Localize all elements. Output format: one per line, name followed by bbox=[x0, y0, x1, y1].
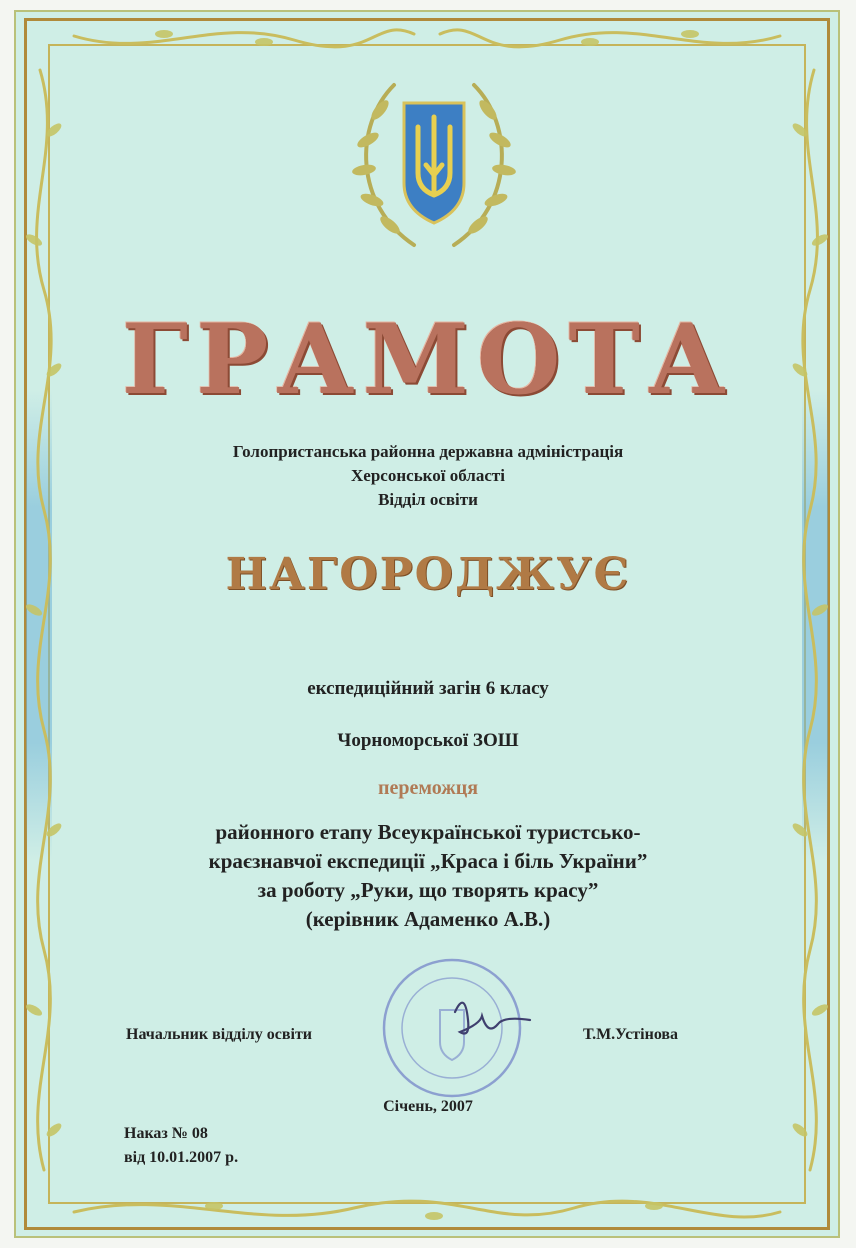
awards-heading: НАГОРОДЖУЄ bbox=[225, 549, 631, 600]
certificate-title: ГРАМОТА bbox=[121, 303, 735, 416]
issue-date: Січень, 2007 bbox=[383, 1098, 473, 1115]
signatory-title: Начальник відділу освіти bbox=[126, 1026, 313, 1043]
winner-status: переможця bbox=[377, 777, 479, 799]
order-reference bbox=[124, 1122, 238, 1170]
description-line: краєзнавчої експедиції „Краса і біль України” bbox=[208, 849, 648, 873]
official-seal-icon bbox=[370, 950, 550, 1100]
order-number: Наказ № 08 bbox=[124, 1125, 208, 1142]
description-block bbox=[0, 818, 856, 934]
order-date: від 10.01.2007 р. bbox=[124, 1149, 239, 1166]
signatory-name: Т.М.Устінова bbox=[583, 1026, 679, 1043]
recipient-school: Чорноморської ЗОШ bbox=[337, 730, 519, 751]
issuer-line: Херсонської області bbox=[351, 466, 505, 485]
description-line: районного етапу Всеукраїнської туристсько- bbox=[215, 820, 641, 844]
recipient-line: експедиційний загін 6 класу bbox=[307, 678, 549, 699]
issuer-line: Голопристанська районна державна адміністрація bbox=[232, 442, 624, 461]
issuer-line: Відділ освіти bbox=[378, 490, 478, 509]
issuer-block bbox=[0, 440, 856, 512]
laurel-wreath-icon bbox=[334, 65, 534, 265]
description-line: (керівник Адаменко А.В.) bbox=[305, 907, 551, 931]
description-line: за роботу „Руки, що творять красу” bbox=[257, 878, 599, 902]
ukraine-trident-emblem-icon bbox=[404, 103, 464, 223]
